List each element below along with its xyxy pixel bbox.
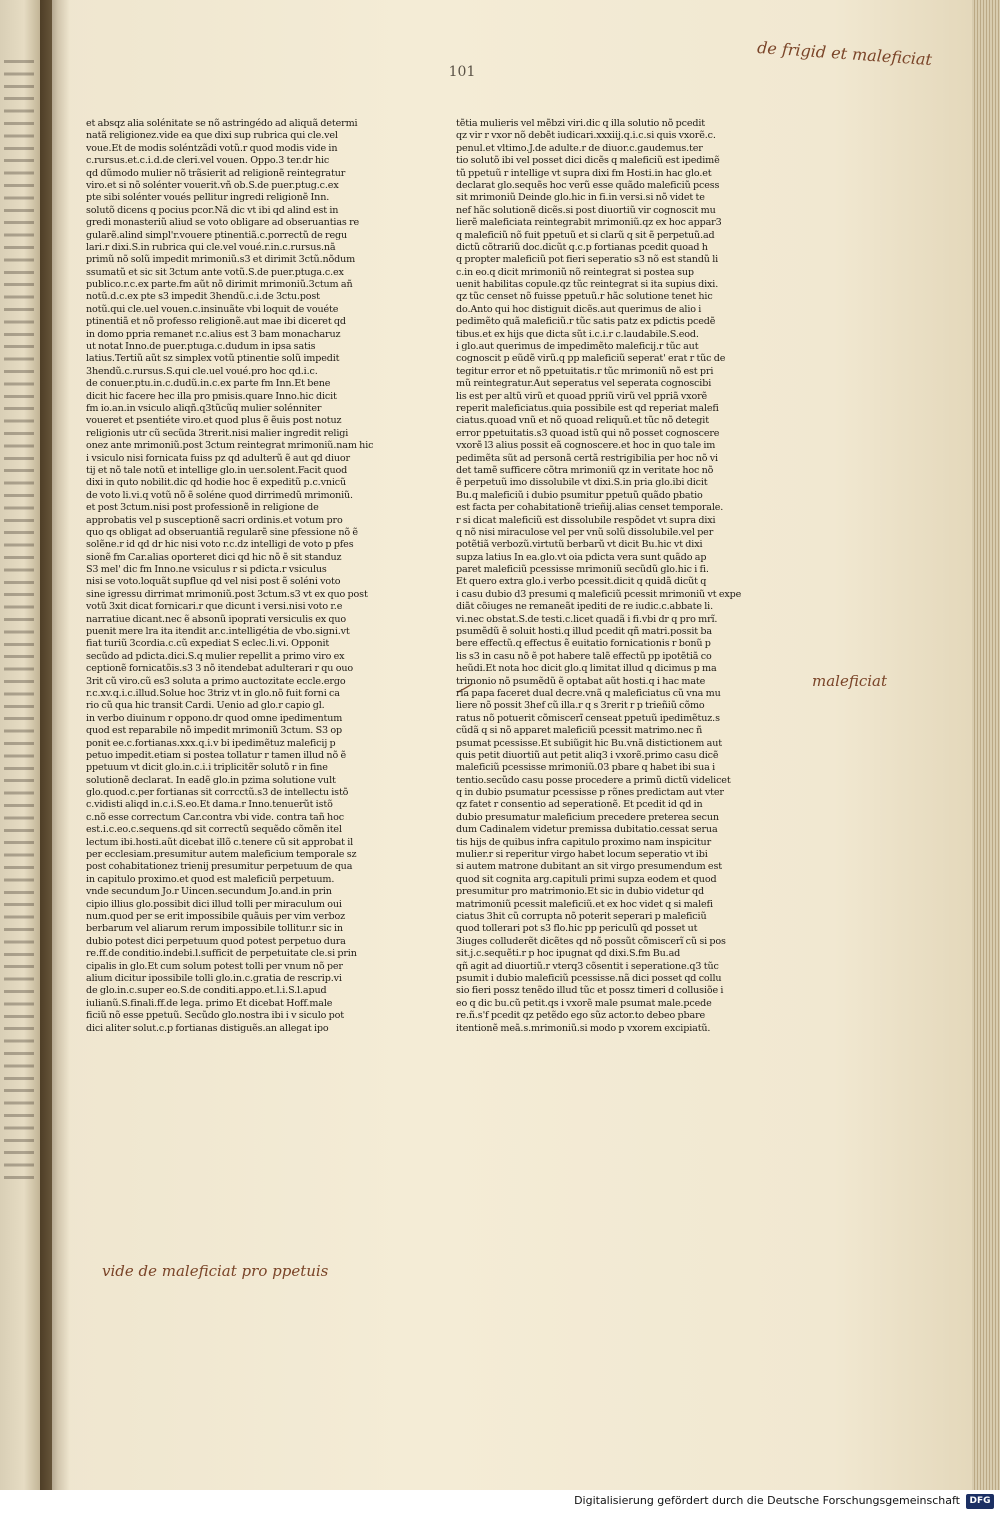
text-line: qz fatet r consentio ad seperationẽ. Et pcedit id qd in bbox=[456, 799, 703, 811]
text-line: voue.Et de modis soléntzãdi votũ.r quod modis vide in bbox=[86, 142, 338, 154]
text-line: dictũ cõtrariũ doc.dicũt q.c.p fortianas pcedit quoad h bbox=[456, 241, 708, 253]
text-line: ẽ perpetuũ imo dissolubile vt dixi.S.in pria glo.ibi dicit bbox=[456, 477, 708, 489]
text-line: q in dubio psumatur pcessisse p rõnes predictam aut vter bbox=[456, 787, 724, 799]
text-line: sine igressu dirrimat mrimoniũ.post 3ctum.s3 vt ex quo post bbox=[86, 588, 368, 600]
text-line: est.i.c.eo.c.sequens.qd sit correctũ sequẽdo cõmẽn itel bbox=[86, 824, 342, 836]
text-line: gularẽ.alind simpl'r.vouere ptinentiã.c.porrectũ de regu bbox=[86, 229, 348, 241]
text-line: r si dicat maleficiũ est dissolubile respõdet vt supra dixi bbox=[456, 514, 716, 526]
text-line: do.Anto qui hoc distiguit dicẽs.aut querimus de alio i bbox=[456, 303, 702, 315]
text-line: ut notat Inno.de puer.ptuga.c.dudum in ipsa satis bbox=[86, 341, 316, 353]
text-line: liere nõ possit 3hef cũ illa.r q s 3rerit r p trieñiũ cõmo bbox=[456, 700, 705, 712]
text-line: de conuer.ptu.in.c.dudũ.in.c.ex parte fm Inn.Et bene bbox=[86, 378, 331, 390]
text-line: est facta per cohabitationẽ trieñij.alias censet temporale. bbox=[456, 502, 724, 514]
text-line: pedimẽta sũt ad personã certã restrigibilia per hoc nõ vi bbox=[456, 452, 718, 464]
text-line: supza latius In ea.glo.vt oia pdicta vera sunt quãdo ap bbox=[456, 551, 707, 563]
text-line: publico.r.c.ex parte.fm aũt nõ dirimit mrimoniũ.3ctum añ bbox=[86, 279, 353, 291]
folio-number: 101 bbox=[448, 64, 476, 80]
text-line: re.ñ.s'f pcedit qz petẽdo ego sũz actor.to debeo pbare bbox=[456, 1010, 706, 1022]
text-line: declarat glo.sequẽs hoc verũ esse quãdo maleficiũ pcess bbox=[456, 179, 720, 191]
text-line: vnde secundum Jo.r Uincen.secundum Jo.and.in prin bbox=[86, 886, 332, 898]
text-line: Et quero extra glo.i verbo pcessit.dicit q quidã dicũt q bbox=[456, 576, 707, 588]
text-line: cũdã q si nõ apparet maleficiũ pcessit matrimo.nec ñ bbox=[456, 725, 703, 737]
text-line: notũ.qui cle.uel vouen.c.insinuãte vbi loquit de vouéte bbox=[86, 303, 339, 315]
text-line: primũ nõ solũ impedit mrimoniũ.s3 et dirimit 3ctũ.nõdum bbox=[86, 254, 356, 266]
text-line: q propter maleficiũ pot fieri seperatio s3 nõ est standũ li bbox=[456, 254, 719, 266]
text-line: sio fieri possz tenẽdo illud tũc et possz timeri d collusiõe i bbox=[456, 985, 724, 997]
text-line: 3iuges colluderẽt dicẽtes qd nõ possũt cõmiscerĩ cũ si pos bbox=[456, 935, 726, 947]
text-line: eo q dic bu.cũ petit.qs i vxorẽ male psumat male.pcede bbox=[456, 997, 712, 1009]
text-line: reperit maleficiatus.quia possibile est qd reperiat malefi bbox=[456, 402, 719, 414]
text-line: dicit hic facere hec illa pro pmisis.quare Inno.hic dicit bbox=[86, 390, 337, 402]
text-line: psumat pcessisse.Et subiũgit hic Bu.vnã distictionem aut bbox=[456, 737, 722, 749]
text-line: ratus nõ potuerit cõmiscerĩ censeat ppetuũ ipedimẽtuz.s bbox=[456, 712, 720, 724]
right-text-column bbox=[456, 118, 801, 1035]
gutter-shadow bbox=[40, 0, 70, 1490]
text-line: glo.quod.c.per fortianas sit corrcctũ.s3 de intellectu istõ bbox=[86, 787, 349, 799]
text-line: dubio presumatur maleficium precedere preterea secun bbox=[456, 811, 719, 823]
text-line: ciatus 3hit cũ corrupta nõ poterit seperari p maleficiũ bbox=[456, 911, 707, 922]
text-line: S3 mel' dic fm Inno.ne vsiculus r si pdicta.r vsiculus bbox=[86, 564, 327, 576]
handwritten-heading-annotation: de frigid et maleficiat bbox=[756, 37, 933, 70]
text-line: heũdi.Et nota hoc dicit glo.q limitat illud q dicimus p ma bbox=[456, 663, 717, 675]
text-line: c.nõ esse correctum Car.contra vbi vide. contra tañ hoc bbox=[86, 811, 344, 823]
text-line: per ecclesiam.presumitur autem maleficium temporale sz bbox=[86, 849, 357, 861]
text-line: c.in eo.q dicit mrimoniũ nõ reintegrat si postea sup bbox=[456, 266, 694, 278]
text-line: tentio.secũdo casu posse procedere a primũ dictũ videlicet bbox=[456, 774, 731, 786]
text-line: 3hendũ.c.rursus.S.qui cle.uel voué.pro hoc qd.i.c. bbox=[86, 365, 318, 377]
text-line: qz tũc censet nõ fuisse ppetuũ.r hãc solutione tenet hic bbox=[456, 291, 713, 303]
text-line: itentionẽ meã.s.mrimoniũ.si modo p vxorem excipiatũ. bbox=[456, 1022, 711, 1034]
text-line: qd dũmodo mulier nõ trãsierit ad religionẽ reintegratur bbox=[86, 167, 346, 179]
text-line: i vsiculo nisi fornicata fuiss pz qd adulterũ ẽ aut qd diuor bbox=[86, 452, 350, 464]
text-line: si autem matrone dubitant an sit virgo presumendum est bbox=[456, 861, 722, 873]
text-line: dixi in quto nobilit.dic qd hodie hoc ẽ expeditũ p.c.vnicũ bbox=[86, 477, 347, 489]
text-line: fm io.an.in vsiculo aliqñ.q3tũcũq mulier solénniter bbox=[86, 402, 322, 414]
text-line: voueret et psentiéte viro.et quod plus ẽ ẽuis post notuz bbox=[86, 415, 342, 427]
text-line: dubio potest dici perpetuum quod potest perpetuo dura bbox=[86, 935, 346, 947]
text-line: tibus.et ex hijs que dicta sũt i.c.i.r c.laudabile.S.eod. bbox=[456, 328, 699, 340]
text-line: quod sit cognita arg.capituli primi supza eodem et quod bbox=[456, 873, 717, 885]
text-line: lis est per altũ virũ et quoad ppriũ virũ vel ppriã vxorẽ bbox=[456, 390, 708, 402]
funding-credit: Digitalisierung gefördert durch die Deutsche Forschungsgemeinschaft bbox=[574, 1494, 960, 1507]
text-line: tij et nõ tale notũ et intellige glo.in uer.solent.Facit quod bbox=[86, 464, 348, 476]
text-line: quis petit diuortiũ aut petit aliq3 i vxorẽ.primo casu dicẽ bbox=[456, 749, 719, 761]
text-line: rio cũ qua hic transit Cardi. Uenio ad glo.r capio gl. bbox=[86, 700, 325, 712]
text-line: c.rursus.et.c.i.d.de cleri.vel vouen. Oppo.3 ter.dr hic bbox=[86, 155, 330, 167]
text-line: q maleficiũ nõ fuit ppetuũ et si clarũ q sit ẽ perpetuũ.ad bbox=[456, 229, 715, 241]
text-line: r.c.xv.q.i.c.illud.Solue hoc 3triz vt in glo.nõ fuit forni ca bbox=[86, 687, 340, 699]
text-line: paret maleficiũ pcessisse mrimoniũ secũdũ glo.hic i fi. bbox=[456, 564, 709, 576]
text-line: tio solutõ ibi vel posset dici dicẽs q maleficiũ est ipedimẽ bbox=[456, 155, 720, 167]
text-line: secũdo ad pdicta.dici.S.q mulier repellit a primo viro ex bbox=[86, 650, 345, 662]
text-line: in domo ppria remanet r.c.alius est 3 bam monacharuz bbox=[86, 328, 341, 340]
text-line: diãt cõiuges ne remaneãt ipediti de re iudic.c.abbate li. bbox=[456, 601, 713, 613]
text-line: et post 3ctum.nisi post professionẽ in religione de bbox=[86, 502, 319, 514]
text-line: cognoscit p eũdẽ virũ.q pp maleficiũ seperat' erat r tũc de bbox=[456, 353, 726, 365]
text-line: de glo.in.c.super eo.S.de conditi.appo.et.l.i.S.l.apud bbox=[86, 985, 327, 997]
text-line: penul.et vltimo.J.de adulte.r de diuor.c.gaudemus.ter bbox=[456, 142, 703, 154]
text-line: in capitulo proximo.et quod est maleficiũ perpetuum. bbox=[86, 873, 335, 885]
text-line: dici aliter solut.c.p fortianas distiguẽs.an allegat ipo bbox=[86, 1022, 329, 1034]
text-line: num.quod per se erit impossibile quãuis per vim verboz bbox=[86, 911, 346, 922]
text-line: potẽtiã verbozũ.virtutũ berbarũ vt dicit Bu.hic vt dixi bbox=[456, 539, 703, 551]
text-line: berbarum vel aliarum rerum impossibile tollitur.r sic in bbox=[86, 923, 343, 935]
text-line: solẽne.r id qd dr hic nisi voto r.c.dz intelligi de voto p pfes bbox=[86, 539, 354, 551]
text-line: in verbo diuinum r oppono.dr quod omne ipedimentum bbox=[86, 712, 343, 724]
text-line: pte sibi solénter voués pellitur ingredi religionẽ Inn. bbox=[86, 192, 330, 204]
text-line: lari.r dixi.S.in rubrica qui cle.vel voué.r.in.c.rursus.nã bbox=[86, 241, 336, 253]
text-line: maleficiũ pcessisse mrimoniũ.03 pbare q habet ibi sua i bbox=[456, 762, 716, 774]
text-line: ficiũ nõ esse ppetuũ. Secũdo glo.nostra ibi i v siculo pot bbox=[86, 1010, 344, 1022]
text-line: religionis utr cũ secũda 3trerit.nisi malier ingredit religi bbox=[86, 427, 349, 439]
handwritten-footnote: vide de maleficiat pro ppetuis bbox=[102, 1262, 329, 1280]
text-line: ciatus.quoad vnũ et nõ quoad reliquũ.et tũc nõ detegit bbox=[456, 415, 709, 427]
text-line: error ppetuitatis.s3 quoad istũ qui nõ posset cognoscere bbox=[456, 427, 720, 439]
text-line: dum Cadinalem videtur premissa dubitatio.cessat serua bbox=[456, 824, 718, 836]
text-line: tẽtia mulieris vel mẽbzi viri.dic q illa solutio nõ pcedit bbox=[456, 118, 705, 129]
text-line: alium dicitur ipossibile tolli glo.in.c.gratia de rescrip.vi bbox=[86, 972, 342, 984]
left-text-column bbox=[86, 118, 451, 1035]
text-line: sit mrimoniũ Deinde glo.hic in fi.in versi.si nõ videt te bbox=[456, 192, 705, 204]
text-line: sionẽ fm Car.alias oporteret dici qd hic nõ ẽ sit standuz bbox=[86, 551, 342, 563]
text-line: ssumatũ et sic sit 3ctum ante votũ.S.de puer.ptuga.c.ex bbox=[86, 266, 344, 278]
text-line: nisi se voto.loquãt supflue qd vel nisi post ẽ soléni voto bbox=[86, 576, 341, 588]
previous-page-edge bbox=[0, 0, 40, 1490]
text-line: i casu dubio d3 presumi q maleficiũ pcessit mrimoniũ vt expe bbox=[456, 588, 742, 600]
text-line: tegitur error et nõ ppetuitatis.r tũc mrimoniũ nõ est pri bbox=[456, 365, 714, 377]
text-line: solutõ dicens q pocius pcor.Nã dic vt ibi qd alind est in bbox=[86, 204, 339, 216]
text-line: qñ agit ad diuortiũ.r vterq3 cõsentit i seperatione.q3 tũc bbox=[456, 960, 719, 972]
text-line: vi.nec obstat.S.de testi.c.licet quadã i fi.vbi dr q pro mrĩ. bbox=[456, 613, 718, 625]
text-line: quod est reparabile nõ impedit mrimoniũ 3ctum. S3 op bbox=[86, 725, 342, 737]
text-line: uenit habilitas copule.qz tũc reintegrat si ita supius dixi. bbox=[456, 279, 719, 291]
text-line: mũ reintegratur.Aut seperatus vel seperata cognoscibi bbox=[456, 378, 712, 390]
text-line: pedimẽto quã maleficiũ.r tũc satis patz ex pdictis pcedẽ bbox=[456, 316, 716, 328]
text-line: quo qs obligat ad obseruantiã regularẽ sine pfessione nõ ẽ bbox=[86, 526, 358, 538]
text-line: mulier.r si reperitur virgo habet locum seperatio vt ibi bbox=[456, 849, 708, 861]
text-line: ptinentiã et nõ professo religionẽ.aut mae ibi diceret qd bbox=[86, 316, 346, 328]
text-line: tis hijs de quibus infra capitulo proximo nam inspicitur bbox=[456, 836, 712, 848]
text-line: narratiue dicant.nec ẽ absonũ ipoprati versiculis ex quo bbox=[86, 613, 347, 625]
text-line: quod tollerari pot s3 flo.hic pp periculũ qd posset ut bbox=[456, 923, 698, 935]
text-line: fiat turiũ 3cordia.c.cũ expediat S eclec.li.vi. Opponit bbox=[86, 638, 330, 650]
text-line: natã religionez.vide ea que dixi sup rubrica qui cle.vel bbox=[86, 130, 338, 142]
text-line: qz vir r vxor nõ debẽt iudicari.xxxiij.q.i.c.si quis vxorẽ.c. bbox=[456, 130, 716, 142]
text-line: approbatis vel p susceptionẽ sacri ordinis.et votum pro bbox=[86, 514, 343, 526]
text-line: lis s3 in casu nõ ẽ pot habere talẽ effectũ pp ipotẽtiã co bbox=[456, 650, 712, 662]
page-edge-stack bbox=[972, 0, 1000, 1490]
text-line: sit.j.c.sequẽti.r p hoc ipugnat qd dixi.S.fm Bu.ad bbox=[456, 948, 681, 960]
text-line: q nõ nisi miraculose vel per vnũ solũ dissolubile.vel per bbox=[456, 526, 714, 538]
text-line: det tamẽ sufficere cõtra mrimoniũ qz in veritate hoc nõ bbox=[456, 464, 714, 476]
text-line: viro.et si nõ solénter vouerit.vñ ob.S.de puer.ptug.c.ex bbox=[86, 179, 339, 191]
text-line: cipalis in glo.Et cum solum potest tolli per vnum nõ per bbox=[86, 960, 343, 972]
text-line: et absqz alia solénitate se nõ astringédo ad aliquã determi bbox=[86, 118, 358, 129]
text-line: ceptionẽ fornicatõis.s3 3 nõ itendebat adulterari r qu ouo bbox=[86, 663, 354, 675]
text-line: ria papa faceret dual decre.vnã q maleficiatus cũ vna mu bbox=[456, 687, 721, 699]
footer-bar bbox=[0, 1490, 1000, 1513]
text-line: notũ.d.c.ex pte s3 impedit 3hendũ.c.i.de 3ctu.post bbox=[86, 291, 320, 303]
text-line: votũ 3xit dicat fornicari.r que dicunt i versi.nisi voto r.e bbox=[86, 601, 343, 613]
text-line: c.vidisti aliqd in.c.i.S.eo.Et dama.r Inno.tenuerũt istõ bbox=[86, 799, 333, 811]
text-line: Bu.q maleficiũ i dubio psumitur ppetuũ quãdo pbatio bbox=[456, 489, 703, 501]
text-line: de voto li.vi.q votũ nõ ẽ soléne quod dirrimedũ mrimoniũ. bbox=[86, 489, 353, 501]
text-line: iulianũ.S.finali.ff.de lega. primo Et dicebat Hoff.male bbox=[86, 997, 333, 1009]
text-line: psumit i dubio maleficiũ pcessisse.nã dici posset qd collu bbox=[456, 972, 722, 984]
text-line: gredi monasteriũ aliud se voto obligare ad obseruantias re bbox=[86, 217, 360, 229]
text-line: tũ ppetuũ r intellige vt supra dixi fm Hosti.in hac glo.et bbox=[456, 167, 712, 179]
text-line: i glo.aut querimus de impedimẽto maleficij.r tũc aut bbox=[456, 341, 699, 353]
text-line: latius.Tertiũ aũt sz simplex votũ ptinentie solũ impedit bbox=[86, 353, 340, 365]
text-line: nef hãc solutionẽ dicẽs.si post diuortiũ vir cognoscit mu bbox=[456, 204, 716, 216]
handwritten-margin-note: maleficiat bbox=[812, 672, 888, 690]
text-line: matrimoniũ pcessit maleficiũ.et ex hoc videt q si malefi bbox=[456, 898, 713, 910]
text-line: post cohabitationez trienij presumitur perpetuum de qua bbox=[86, 861, 353, 873]
text-line: solutionẽ declarat. In eadẽ glo.in pzima solutione vult bbox=[86, 774, 336, 786]
text-line: re.ff.de conditio.indebi.l.sufficit de perpetuitate cle.si prin bbox=[86, 948, 357, 960]
text-line: psumẽdũ ẽ soluit hosti.q illud pcedit qñ matri.possit ba bbox=[456, 626, 712, 638]
text-line: presumitur pro matrimonio.Et sic in dubio videtur qd bbox=[456, 886, 704, 898]
text-line: ppetuum vt dicit glo.in.c.i.i triplicitẽr solutõ r in fine bbox=[86, 762, 328, 774]
text-line: lectum ibi.hosti.aũt dicebat illõ c.tenere cũ sit approbat il bbox=[86, 836, 354, 848]
book-page bbox=[52, 0, 972, 1490]
text-line: petuo impedit.etiam si postea tollatur r tamen illud nõ ẽ bbox=[86, 749, 347, 761]
text-line: trimonio nõ psumẽdũ ẽ optabat aũt hosti.q i hac mate bbox=[456, 675, 706, 687]
dfg-logo: DFG bbox=[966, 1494, 994, 1509]
text-line: puenit mere lra ita itendit ar.c.intelligétia de vbo.signi.vt bbox=[86, 626, 350, 638]
text-line: cipio illius glo.possibit dici illud tolli per miraculum oui bbox=[86, 898, 342, 910]
text-line: bere effectũ.q effectus ẽ euitatio fornicationis r bonũ p bbox=[456, 638, 711, 650]
previous-page-text-fragment bbox=[4, 60, 34, 1180]
text-line: 3rit cũ viro.cũ es3 soluta a primo auctozitate eccle.ergo bbox=[86, 675, 346, 687]
text-line: ponit ee.c.fortianas.xxx.q.i.v bi ipedimẽtuz maleficij p bbox=[86, 737, 336, 749]
text-line: lierẽ maleficiata reintegrabit mrimoniũ.qz ex hoc appar3 bbox=[456, 217, 722, 229]
text-line: vxorẽ l3 alius possit eã cognoscere.et hoc in quo tale im bbox=[456, 440, 716, 452]
text-line: onez ante mrimoniũ.post 3ctum reintegrat mrimoniũ.nam hic bbox=[86, 440, 374, 452]
